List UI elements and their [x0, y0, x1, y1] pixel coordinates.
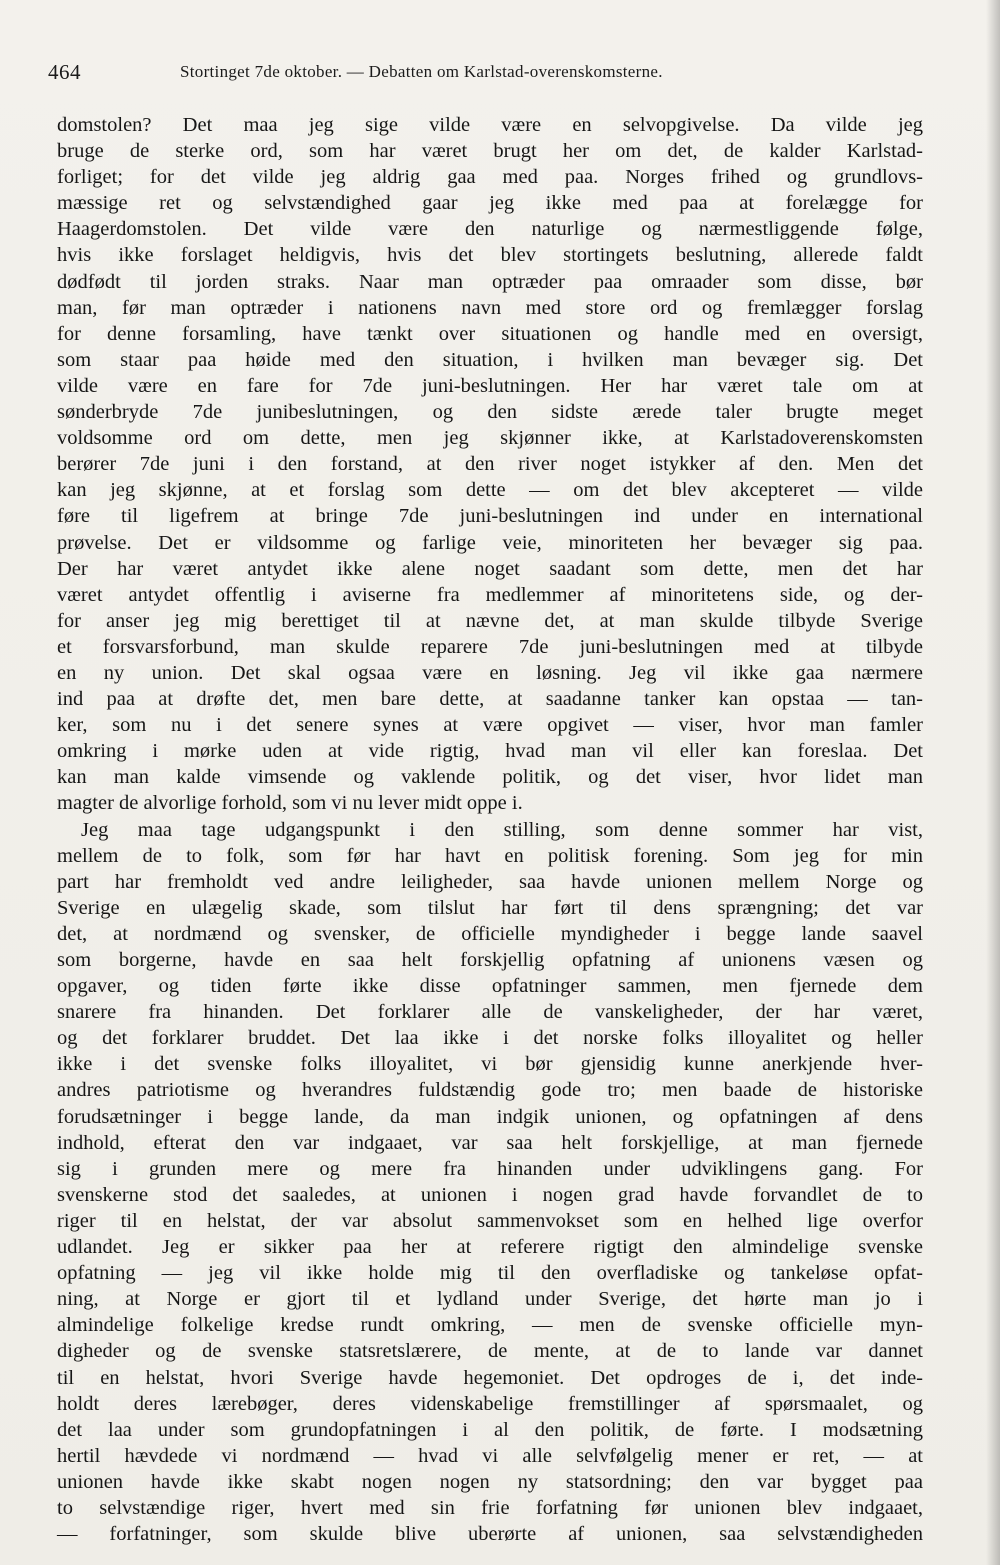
text-line: prøvelse. Det er vildsomme og farlige veie, minoriteten her bevæger sig paa. [57, 531, 923, 554]
text-line: mæssige ret og selvstændighed gaar jeg ikke med paa at forelægge for [57, 192, 923, 215]
text-line: som staar paa høide med den situation, i hvilken man bevæger sig. Det [57, 348, 923, 371]
text-line: — forfatninger, som skulde blive uberørte af unionen, saa selvstændigheden [57, 1523, 923, 1546]
text-line: svenskerne stod det saaledes, at unionen i nogen grad havde forvandlet de to [57, 1183, 923, 1206]
page-edge-shadow [986, 0, 1000, 1565]
text-line: bruge de sterke ord, som har været brugt her om det, de kalder Karlstad- [57, 140, 923, 163]
text-line: snarere fra hinanden. Det forklarer alle de vanskeligheder, der har været, [57, 1001, 923, 1024]
page-header [48, 60, 948, 90]
text-line: hertil hævdede vi nordmænd — hvad vi alle selvfølgelig mener er ret, — at [57, 1444, 923, 1467]
text-line: ind paa at drøfte det, men bare dette, at saadanne tanker kan opstaa — tan- [57, 688, 923, 711]
text-line: og det forklarer bruddet. Det laa ikke i det norske folks illoyalitet og heller [57, 1027, 923, 1050]
text-line: ker, som nu i det senere synes at være opgivet — viser, hvor man famler [57, 714, 923, 737]
text-line: riger til en helstat, der var absolut sammenvokset som en helhed lige overfor [57, 1209, 923, 1232]
running-title: Stortinget 7de oktober. — Debatten om Karlstad-overenskomsterne. [180, 62, 663, 81]
text-line: kan jeg skjønne, at et forslag som dette — om det blev akcepteret — vilde [57, 479, 923, 502]
text-line: omkring i mørke uden at vide rigtig, hvad man vil eller kan foreslaa. Det [57, 740, 923, 763]
text-line: forliget; for det vilde jeg aldrig gaa med paa. Norges frihed og grundlovs- [57, 166, 923, 189]
text-line: holdt deres lærebøger, deres videnskabelige fremstillinger af spørsmaalet, og [57, 1392, 923, 1415]
body-text [57, 112, 923, 1547]
text-line: udlandet. Jeg er sikker paa her at referere rigtigt den almindelige svenske [57, 1236, 923, 1259]
text-line: et forsvarsforbund, man skulde reparere 7de juni-beslutningen med at tilbyde [57, 635, 923, 658]
text-line: ning, at Norge er gjort til et lydland under Sverige, det hørte man jo i [57, 1288, 923, 1311]
text-line: opfatning — jeg vil ikke holde mig til den overfladiske og tankeløse opfat- [57, 1262, 923, 1285]
text-line: to selvstændige riger, hvert med sin frie forfatning før unionen blev indgaaet, [57, 1496, 923, 1519]
text-line: man, før man optræder i nationens navn med store ord og fremlægger forslag [57, 296, 923, 319]
text-line: været antydet offentlig i aviserne fra medlemmer af minoritetens side, og der- [57, 583, 923, 606]
text-line: domstolen? Det maa jeg sige vilde være en selvopgivelse. Da vilde jeg [57, 114, 923, 136]
text-line: part har fremholdt ved andre leiligheder, saa havde unionen mellem Norge og [57, 870, 923, 893]
text-line: for denne forsamling, have tænkt over situationen og handle med en oversigt, [57, 322, 923, 345]
page-number: 464 [48, 60, 81, 84]
text-line: digheder og de svenske statsretslærere, de mente, at de to lande var dannet [57, 1340, 923, 1363]
text-line: mellem de to folk, som før har havt en politisk forening. Som jeg for min [57, 844, 923, 867]
text-line: Der har været antydet ikke alene noget saadant som dette, men det har [57, 557, 923, 580]
text-line: det, at nordmænd og svensker, de officielle myndigheder i begge lande saavel [57, 922, 923, 945]
text-line: opgaver, og tiden førte ikke disse opfatninger sammen, men fjernede dem [57, 975, 923, 998]
text-line: unionen havde ikke skabt nogen nogen ny statsordning; den var bygget paa [57, 1470, 923, 1493]
text-line: ikke i det svenske folks illoyalitet, vi bør gjensidig kunne anerkjende hver- [57, 1053, 923, 1076]
text-line: almindelige folkelige kredse rundt omkring, — men de svenske officielle myn- [57, 1314, 923, 1337]
text-line: berører 7de juni i den forstand, at den river noget istykker af den. Men det [57, 453, 923, 476]
text-line: kan man kalde vimsende og vaklende politik, og det viser, hvor lidet man [57, 766, 923, 789]
text-line: sønderbryde 7de junibeslutningen, og den sidste ærede taler brugte meget [57, 401, 923, 424]
text-line: det laa under som grundopfatningen i al den politik, de førte. I modsætning [57, 1418, 923, 1441]
text-line: en ny union. Det skal ogsaa være en løsning. Jeg vil ikke gaa nærmere [57, 661, 923, 684]
text-line: til en helstat, hvori Sverige havde hegemoniet. Det opdroges de i, det inde- [57, 1366, 923, 1389]
text-line: magter de alvorlige forhold, som vi nu lever midt oppe i. [57, 792, 523, 815]
text-line: andres patriotisme og hverandres fuldstændig gode tro; men baade de historiske [57, 1079, 923, 1102]
text-line: Haagerdomstolen. Det vilde være den naturlige og nærmestliggende følge, [57, 218, 923, 241]
text-line: føre til ligefrem at bringe 7de juni-beslutningen ind under en international [57, 505, 923, 528]
text-line: vilde være en fare for 7de juni-beslutningen. Her har været tale om at [57, 374, 923, 397]
text-line: som borgerne, havde en saa helt forskjellig opfatning af unionens væsen og [57, 949, 923, 971]
text-line: forudsætninger i begge lande, da man indgik unionen, og opfatningen af dens [57, 1105, 923, 1128]
text-line: Jeg maa tage udgangspunkt i den stilling, som denne sommer har vist, [81, 818, 923, 841]
text-line: for anser jeg mig berettiget til at nævne det, at man skulde tilbyde Sverige [57, 609, 923, 632]
text-line: voldsomme ord om dette, men jeg skjønner ikke, at Karlstadoverenskomsten [57, 427, 923, 450]
text-line: dødfødt til jorden straks. Naar man optræder paa omraader som disse, bør [57, 270, 923, 293]
text-line: Sverige en ulægelig skade, som tilslut har ført til dens sprængning; det var [57, 896, 923, 919]
text-line: indhold, efterat den var indgaaet, var saa helt forskjellige, at man fjernede [57, 1131, 923, 1154]
text-line: hvis ikke forslaget heldigvis, hvis det blev stortingets beslutning, allerede faldt [57, 244, 923, 267]
text-line: sig i grunden mere og mere fra hinanden under udviklingens gang. For [57, 1157, 923, 1180]
